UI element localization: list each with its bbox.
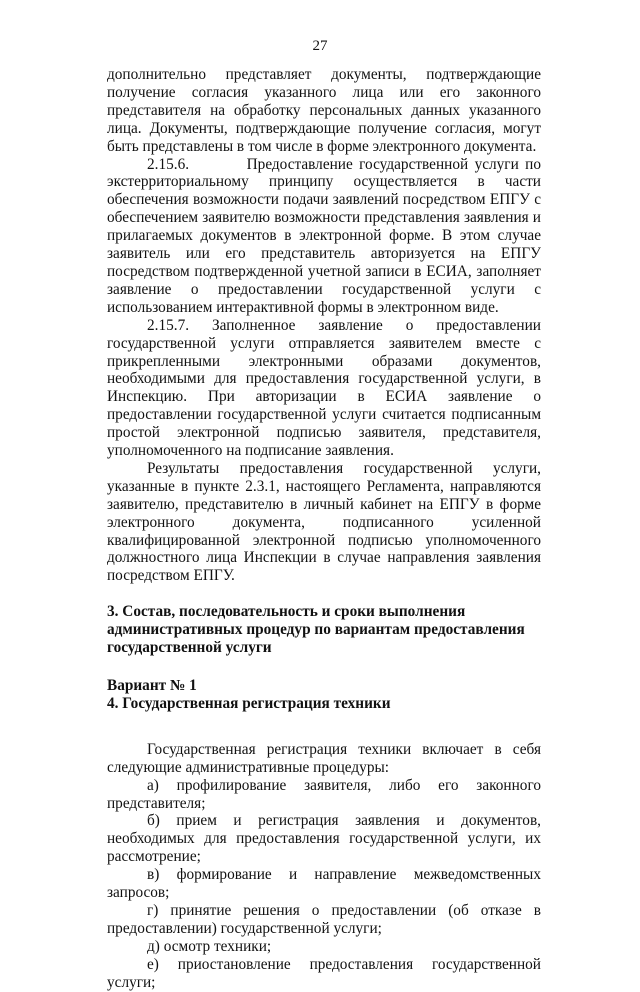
list-item: г) принятие решения о предоставлении (об отказе в предоставлении) государственной услуги; (107, 901, 541, 937)
list-item: а) профилирование заявителя, либо его законного представителя; (107, 776, 541, 812)
list-item: д) осмотр техники; (147, 937, 272, 955)
document-body (107, 66, 541, 992)
list-item: б) прием и регистрация заявления и документов, необходимых для предоставления государственной услуги, их рассмотрение; (107, 812, 541, 866)
section-3-heading-line-3: государственной услуги (107, 639, 272, 657)
section-3-heading-line-2: административных процедур по вариантам предоставления (107, 621, 525, 639)
list-item: е) приостановление предоставления государственной услуги; (107, 955, 541, 991)
section-4-title: 4. Государственная регистрация техники (107, 694, 391, 712)
variant-1-heading (107, 677, 541, 713)
variant-1-title: Вариант № 1 (107, 677, 197, 694)
paragraph-consent-documents: дополнительно представляет документы, подтверждающие получение согласия указанного лица или его законного представителя на обработку персональных данных указанного лица. Документы, подтверждающие получение согласия, могут быть представлены в том числе в форме электронного документа. (107, 66, 541, 155)
paragraph-results: Результаты предоставления государственной услуги, указанные в пункте 2.3.1, настоящего Регламента, направляются заявителю, представителю в личный кабинет на ЕПГУ в форме электронного документа, подписанного усиленной квалифицированной электронной подписью уполномоченного должностного лица Инспекции в случае направления заявления посредством ЕПГУ. (107, 459, 541, 585)
paragraph-2-15-6: 2.15.6. Предоставление государственной услуги по экстерриториальному принципу осуществляется в части обеспечения возможности подачи заявлений посредством ЕПГУ с обеспечением заявителю возможности представления заявления и прилагаемых документов в электронной форме. В этом случае заявитель или его представитель авторизуется на ЕПГУ посредством подтвержденной учетной записи в ЕСИА, заполняет заявление о предоставлении государственной услуги с использованием интерактивной формы в электронном виде. (107, 155, 541, 316)
section-3-heading (107, 603, 541, 657)
page-number: 27 (312, 38, 328, 54)
procedures-intro: Государственная регистрация техники включает в себя следующие административные процедуры: (107, 740, 541, 776)
list-item: в) формирование и направление межведомственных запросов; (107, 866, 541, 902)
paragraph-2-15-7: 2.15.7. Заполненное заявление о предоставлении государственной услуги отправляется заявителем вместе с прикрепленными электронными образами документов, необходимыми для предоставления государственной услуги, в Инспекцию. При авторизации в ЕСИА заявление о предоставлении государственной услуги считается подписанным простой электронной подписью заявителя, представителя, уполномоченного на подписание заявления. (107, 316, 541, 460)
section-3-heading-line-1: 3. Состав, последовательность и сроки выполнения (107, 603, 466, 621)
procedures-list (107, 741, 541, 992)
